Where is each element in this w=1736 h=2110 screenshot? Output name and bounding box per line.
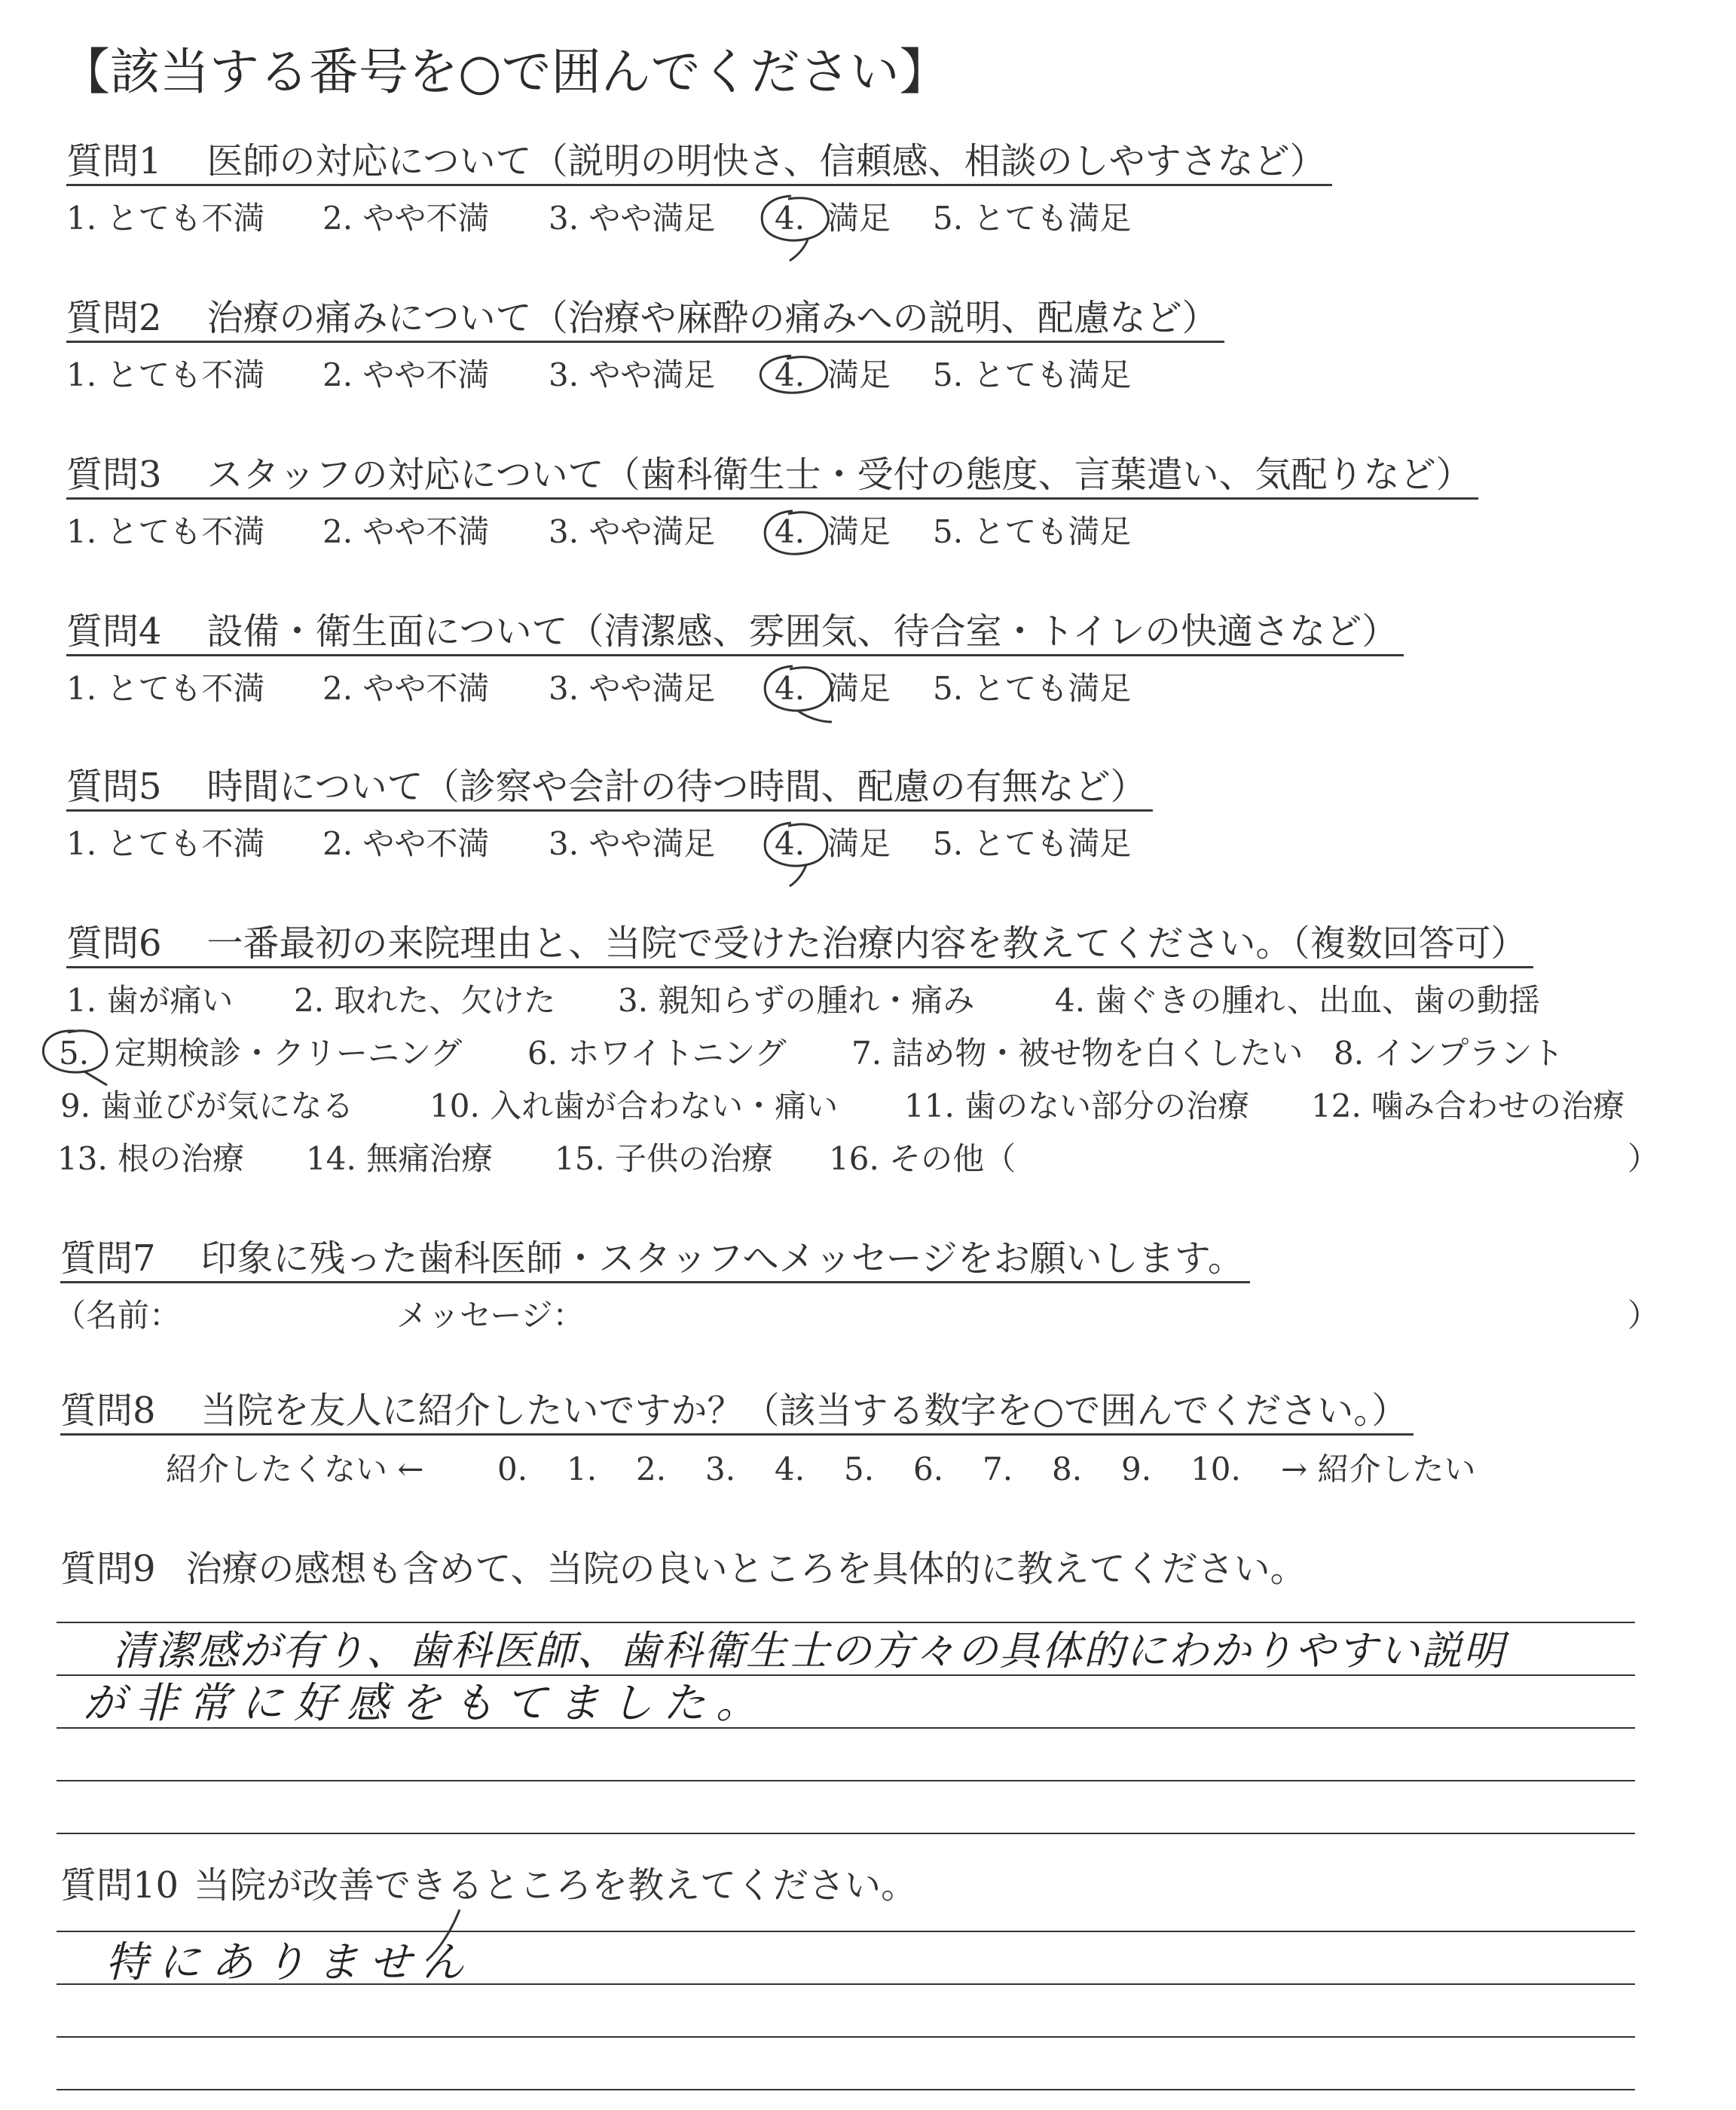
reason-options-row-2 (0, 1032, 1736, 1078)
rating-options (0, 197, 1736, 243)
reason-option-5-number[interactable]: 5. (59, 1035, 90, 1072)
option-4-number[interactable]: 4. (775, 670, 805, 707)
recommend-scale (0, 1448, 1736, 1494)
answer-line (57, 1780, 1635, 1781)
option-1[interactable]: 1. とても不満 (66, 825, 265, 862)
question-label: 質問9 (60, 1548, 156, 1590)
option-3[interactable]: 3. やや満足 (549, 200, 716, 237)
scale-option-3[interactable]: 3. (705, 1451, 736, 1488)
handwritten-circle-mark (755, 190, 838, 265)
option-4-number[interactable]: 4. (775, 513, 805, 550)
option-2[interactable]: 2. やや不満 (322, 356, 490, 393)
question-text: 時間について（診察や会計の待つ時間、配慮の有無など） (206, 766, 1147, 808)
question-text: 設備・衛生面について（清潔感、雰囲気、待合室・トイレの快適さなど） (206, 610, 1398, 653)
reason-option[interactable]: 7. 詰め物・被せ物を白くしたい (851, 1035, 1304, 1072)
question-10-heading (60, 1863, 917, 1908)
reason-options-row-3 (0, 1085, 1736, 1130)
answer-line (57, 1833, 1635, 1834)
scale-left-label: 紹介したくない ← (166, 1451, 424, 1488)
reason-option[interactable]: 15. 子供の治療 (555, 1140, 774, 1177)
question-label: 質問6 (66, 922, 162, 965)
scale-option-9[interactable]: 9. (1121, 1451, 1152, 1488)
scale-option-7[interactable]: 7. (983, 1451, 1013, 1488)
closing-paren: ） (1628, 1297, 1660, 1334)
option-4-number[interactable]: 4. (775, 200, 805, 237)
handwritten-circle-mark (36, 1022, 112, 1090)
question-9-heading (60, 1546, 1307, 1592)
reason-option[interactable]: 10. 入れ歯が合わない・痛い (429, 1087, 839, 1124)
question-text: 当院を友人に紹介したいですか？（該当する数字を○で囲んでください。） (200, 1390, 1408, 1432)
handwritten-answer-line-1: 清潔感が有り、歯科医師、歯科衛生士の方々の具体的にわかりやすい説明 (113, 1627, 1505, 1674)
question-text: 治療の感想も含めて、当院の良いところを具体的に教えてください。 (185, 1548, 1307, 1590)
rating-options (0, 354, 1736, 399)
reason-option-other[interactable]: 16. その他（ (829, 1140, 1016, 1177)
option-4-label[interactable]: 満足 (827, 356, 891, 393)
question-8-heading (60, 1388, 1414, 1436)
reason-option[interactable]: 定期検診・クリーニング (115, 1035, 463, 1072)
question-6-heading (66, 921, 1533, 968)
question-text: スタッフの対応について（歯科衛生士・受付の態度、言葉遣い、気配りなど） (206, 454, 1472, 496)
option-1[interactable]: 1. とても不満 (66, 670, 265, 707)
handwritten-answer-line-2: が非常に好感をもてました。 (83, 1679, 769, 1728)
option-4-label[interactable]: 満足 (827, 513, 891, 550)
reason-option[interactable]: 9. 歯並びが気になる (60, 1087, 354, 1124)
question-label: 質問7 (60, 1237, 156, 1280)
handwritten-stroke-mark (422, 1907, 467, 1967)
reason-option[interactable]: 12. 噛み合わせの治療 (1311, 1087, 1625, 1124)
question-text: 一番最初の来院理由と、当院で受けた治療内容を教えてください。（複数回答可） (206, 922, 1527, 965)
scale-option-1[interactable]: 1. (567, 1451, 598, 1488)
question-3-heading (66, 452, 1478, 500)
closing-paren: ） (1628, 1140, 1660, 1177)
question-label: 質問10 (60, 1864, 179, 1907)
question-text: 医師の対応について（説明の明快さ、信頼感、相談のしやすさなど） (206, 140, 1326, 182)
question-label: 質問8 (60, 1390, 156, 1432)
option-5[interactable]: 5. とても満足 (933, 513, 1132, 550)
handwritten-answer: 特にありません (105, 1938, 475, 1987)
rating-options (0, 823, 1736, 868)
page-title: 【該当する番号を○で囲んでください】 (60, 43, 949, 101)
option-5[interactable]: 5. とても満足 (933, 356, 1132, 393)
question-label: 質問5 (66, 766, 162, 808)
question-label: 質問2 (66, 297, 162, 339)
option-3[interactable]: 3. やや満足 (549, 356, 716, 393)
handwritten-circle-mark (758, 503, 833, 568)
scale-option-6[interactable]: 6. (913, 1451, 944, 1488)
question-5-heading (66, 764, 1153, 812)
option-4-label[interactable]: 満足 (827, 200, 891, 237)
option-1[interactable]: 1. とても不満 (66, 513, 265, 550)
scale-option-5[interactable]: 5. (844, 1451, 875, 1488)
option-5[interactable]: 5. とても満足 (933, 200, 1132, 237)
option-2[interactable]: 2. やや不満 (322, 513, 490, 550)
scale-option-4[interactable]: 4. (775, 1451, 805, 1488)
option-3[interactable]: 3. やや満足 (549, 670, 716, 707)
message-field-label: メッセージ： (396, 1297, 585, 1334)
name-field-label: （名前： (54, 1297, 182, 1334)
scale-option-2[interactable]: 2. (636, 1451, 667, 1488)
question-7-heading (60, 1236, 1250, 1283)
option-5[interactable]: 5. とても満足 (933, 670, 1132, 707)
reason-option[interactable]: 11. 歯のない部分の治療 (904, 1087, 1250, 1124)
option-3[interactable]: 3. やや満足 (549, 513, 716, 550)
reason-option[interactable]: 4. 歯ぐきの腫れ、出血、歯の動揺 (1055, 982, 1540, 1019)
option-4-number[interactable]: 4. (775, 356, 805, 393)
reason-option[interactable]: 3. 親知らずの腫れ・痛み (618, 982, 975, 1019)
question-label: 質問1 (66, 140, 162, 182)
reason-option[interactable]: 13. 根の治療 (57, 1140, 245, 1177)
handwritten-circle-mark (758, 814, 833, 889)
answer-line (57, 2036, 1635, 2038)
option-2[interactable]: 2. やや不満 (322, 200, 490, 237)
option-1[interactable]: 1. とても不満 (66, 356, 265, 393)
reason-options-row-1 (0, 980, 1736, 1025)
scale-right-label: → 紹介したい (1281, 1451, 1476, 1488)
question-text: 治療の痛みについて（治療や麻酔の痛みへの説明、配慮など） (206, 297, 1218, 339)
answer-line (57, 2089, 1635, 2090)
question-4-heading (66, 609, 1404, 656)
option-4-label[interactable]: 満足 (827, 670, 891, 707)
option-2[interactable]: 2. やや不満 (322, 670, 490, 707)
question-1-heading (66, 139, 1332, 186)
option-4-label[interactable]: 満足 (827, 825, 891, 862)
message-fields (0, 1295, 1736, 1340)
scale-option-10[interactable]: 10. (1190, 1451, 1241, 1488)
reason-option[interactable]: 6. ホワイトニング (527, 1035, 787, 1072)
handwritten-circle-mark (756, 657, 839, 732)
option-2[interactable]: 2. やや不満 (322, 825, 490, 862)
reason-option[interactable]: 8. インプラント (1334, 1035, 1564, 1072)
scale-option-0[interactable]: 0. (497, 1451, 528, 1488)
question-text: 当院が改善できるところを教えてください。 (194, 1864, 918, 1907)
reason-option[interactable]: 14. 無痛治療 (306, 1140, 494, 1177)
reason-options-row-4 (0, 1138, 1736, 1183)
option-5[interactable]: 5. とても満足 (933, 825, 1132, 862)
question-2-heading (66, 295, 1224, 343)
rating-options (0, 668, 1736, 713)
reason-option[interactable]: 1. 歯が痛い (66, 982, 234, 1019)
question-text: 印象に残った歯科医師・スタッフへメッセージをお願いします。 (200, 1237, 1244, 1280)
reason-option[interactable]: 2. 取れた、欠けた (294, 982, 556, 1019)
question-label: 質問4 (66, 610, 162, 653)
option-1[interactable]: 1. とても不満 (66, 200, 265, 237)
option-4-number[interactable]: 4. (775, 825, 805, 862)
scale-option-8[interactable]: 8. (1052, 1451, 1083, 1488)
question-label: 質問3 (66, 454, 162, 496)
handwritten-circle-mark (752, 348, 835, 408)
rating-options (0, 511, 1736, 556)
option-3[interactable]: 3. やや満足 (549, 825, 716, 862)
